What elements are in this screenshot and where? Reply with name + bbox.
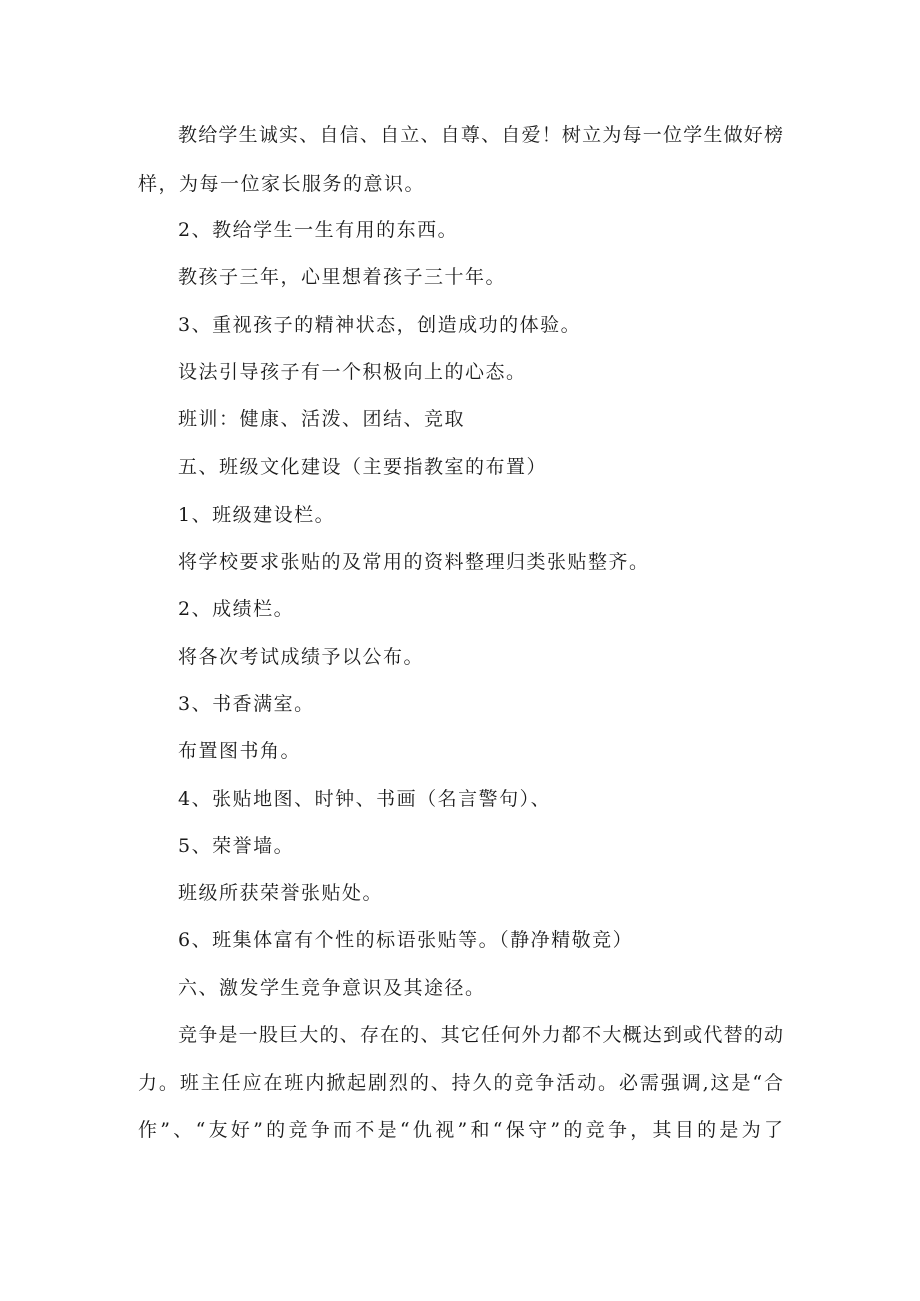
list-item: 6、班集体富有个性的标语张贴等。（静净精敬竞） <box>178 929 634 951</box>
section-heading: 六、激发学生竞争意识及其途径。 <box>178 977 486 999</box>
paragraph-line: 设法引导孩子有一个积极向上的心态。 <box>178 361 527 383</box>
list-item: 5、荣誉墙。 <box>178 835 295 857</box>
paragraph-line: 作”、“友好”的竞争而不是“仇视”和“保守”的竞争，其目的是为了 <box>138 1119 783 1141</box>
list-item: 2、教给学生一生有用的东西。 <box>178 219 459 241</box>
list-item: 1、班级建设栏。 <box>178 504 336 526</box>
section-heading: 五、班级文化建设（主要指教室的布置） <box>178 456 548 478</box>
paragraph-line: 将学校要求张贴的及常用的资料整理归类张贴整齐。 <box>178 551 650 573</box>
list-item: 3、书香满室。 <box>178 693 315 715</box>
paragraph-line: 教孩子三年，心里想着孩子三十年。 <box>178 266 507 288</box>
paragraph-line: 教给学生诚实、自信、自立、自尊、自爱！树立为每一位学生做好榜 <box>178 124 783 146</box>
list-item: 2、成绩栏。 <box>178 598 295 620</box>
paragraph-line: 班级所获荣誉张贴处。 <box>178 882 384 904</box>
paragraph-line: 样，为每一位家长服务的意识。 <box>138 173 426 195</box>
paragraph-line: 力。班主任应在班内掀起剧烈的、持久的竞争活动。必需强调,这是“合 <box>138 1072 783 1094</box>
paragraph-line: 竞争是一股巨大的、存在的、其它任何外力都不大概达到或代替的动 <box>178 1024 783 1046</box>
paragraph-line: 布置图书角。 <box>178 740 302 762</box>
paragraph-line: 将各次考试成绩予以公布。 <box>178 646 425 668</box>
list-item: 4、张贴地图、时钟、书画（名言警句）、 <box>178 788 552 810</box>
list-item: 3、重视孩子的精神状态，创造成功的体验。 <box>178 314 582 336</box>
paragraph-line: 班训：健康、活泼、团结、竞取 <box>178 408 466 430</box>
